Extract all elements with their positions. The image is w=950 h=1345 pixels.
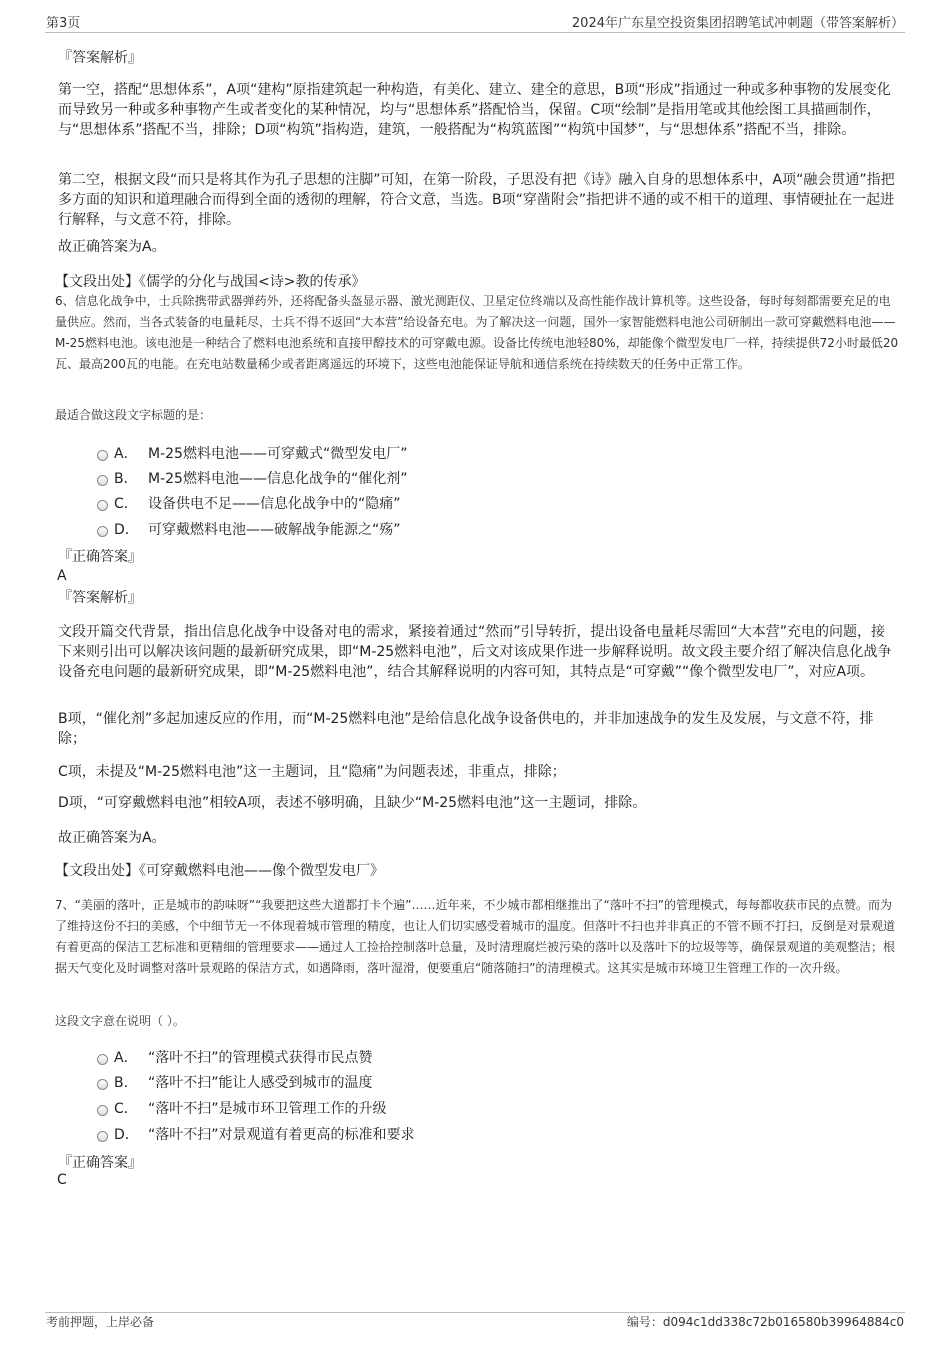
- analysis-paragraph: 文段开篇交代背景，指出信息化战争中设备对电的需求，紧接着通过“然而”引导转折，提出设备电量耗尽需回“大本营”充电的问题，接下来则引出可以解决该问题的最新研究成果，即“M-25燃料电池”，后文对该成果作进一步解释说明。故文段主要介绍了解决信息化战争设备充电问题的最新研究成果，即“M-25燃料电池”，结合其解释说明的内容可知，其特点是“可穿戴”“像个微型发电厂”，对应A项。: [58, 624, 892, 680]
- header-divider: [45, 32, 905, 33]
- conclusion: 故正确答案为A。: [58, 239, 166, 255]
- radio-icon[interactable]: [97, 1131, 108, 1142]
- option-d[interactable]: [97, 519, 401, 539]
- document-title: 2024年广东星空投资集团招聘笔试冲刺题（带答案解析）: [571, 16, 904, 31]
- option-b[interactable]: [97, 1072, 373, 1092]
- source: 【文段出处】《儒学的分化与战国<诗>教的传承》: [55, 274, 366, 290]
- option-b[interactable]: [97, 468, 407, 488]
- question-6-text: 6、信息化战争中，士兵除携带武器弹药外，还将配备头盔显示器、激光测距仪、卫星定位终端以及高性能作战计算机等。这些设备，每时每刻都需要充足的电量供应。然而，当各式装备的电量耗尽，士兵不得不返回“大本营”给设备充电。为了解决这一问题，国外一家智能燃料电池公司研制出一款可穿戴燃料电池——M-25燃料电池。该电池是一种结合了燃料电池系统和直接甲醇技术的可穿戴电源。设备比传统电池轻80%，却能像个微型发电厂一样，持续提供72小时最低20瓦、最高200瓦的电能。在充电站数量稀少或者距离遥远的环境下，这些电池能保证导航和通信系统在持续数天的任务中正常工作。: [55, 294, 899, 371]
- question-6-prompt: 最适合做这段文字标题的是：: [55, 408, 212, 422]
- option-letter: B．: [114, 1075, 138, 1091]
- radio-icon[interactable]: [97, 1054, 108, 1065]
- option-text: 可穿戴燃料电池——破解战争能源之“殇”: [148, 522, 401, 538]
- footer-slogan: 考前押题，上岸必备: [46, 1315, 155, 1329]
- source: 【文段出处】《可穿戴燃料电池——像个微型发电厂》: [55, 863, 384, 879]
- correct-answer: C: [57, 1172, 67, 1188]
- option-text: M-25燃料电池——信息化战争的“催化剂”: [148, 471, 408, 487]
- correct-answer-label: 『正确答案』: [58, 549, 142, 565]
- document-id: 编号：d094c1dd338c72b016580b39964884c0: [626, 1315, 904, 1329]
- radio-icon[interactable]: [97, 500, 108, 511]
- option-a[interactable]: [97, 443, 407, 463]
- radio-icon[interactable]: [97, 450, 108, 461]
- question-7-text: 7、“美丽的落叶，正是城市的韵味呀”“我要把这些大道都打卡个遍”……近年来，不少城市都相继推出了“落叶不扫”的管理模式，每每都收获市民的点赞。而为了维持这份不扫的美感，个中细节无一不体现着城市管理的精度，也让人们切实感受着城市的温度。但落叶不扫也并非真正的不管不顾不打扫，反倒是对景观道有着更高的保洁工艺标准和更精细的管理要求——通过人工捡拾控制落叶总量，及时清理腐烂被污染的落叶以及落叶下的垃圾等等，确保景观道的美观整洁；根据天气变化及时调整对落叶景观路的保洁方式，如遇降雨，落叶湿滑，便要重启“随落随扫”的清理模式。这其实是城市环境卫生管理工作的一次升级。: [55, 898, 896, 975]
- option-c[interactable]: [97, 1098, 387, 1118]
- option-text: “落叶不扫”能让人感受到城市的温度: [148, 1075, 373, 1091]
- option-letter: A．: [114, 1050, 138, 1066]
- analysis-paragraph: B项，“催化剂”多起加速反应的作用，而“M-25燃料电池”是给信息化战争设备供电的，并非加速战争的发生及发展，与文意不符，排除；: [58, 711, 874, 747]
- option-a[interactable]: [97, 1047, 373, 1067]
- radio-icon[interactable]: [97, 475, 108, 486]
- correct-answer: A: [57, 568, 67, 584]
- option-d[interactable]: [97, 1124, 415, 1144]
- analysis-label: 『答案解析』: [58, 50, 142, 66]
- analysis-paragraph: D项，“可穿戴燃料电池”相较A项，表述不够明确，且缺少“M-25燃料电池”这一主题词，排除。: [58, 795, 647, 811]
- radio-icon[interactable]: [97, 1105, 108, 1116]
- radio-icon[interactable]: [97, 526, 108, 537]
- option-text: “落叶不扫”是城市环卫管理工作的升级: [148, 1101, 387, 1117]
- option-text: M-25燃料电池——可穿戴式“微型发电厂”: [148, 446, 408, 462]
- option-text: “落叶不扫”的管理模式获得市民点赞: [148, 1050, 373, 1066]
- radio-icon[interactable]: [97, 1079, 108, 1090]
- question-7-prompt: 这段文字意在说明（ ）。: [55, 1014, 185, 1028]
- option-letter: C．: [114, 1101, 138, 1117]
- option-letter: C．: [114, 496, 138, 512]
- analysis-label: 『答案解析』: [58, 590, 142, 606]
- option-letter: B．: [114, 471, 138, 487]
- option-c[interactable]: [97, 493, 401, 513]
- analysis-paragraph: C项，未提及“M-25燃料电池”这一主题词，且“隐痛”为问题表述，非重点，排除；: [58, 764, 566, 780]
- page-number: 第3页: [46, 16, 81, 31]
- conclusion: 故正确答案为A。: [58, 830, 166, 846]
- option-text: 设备供电不足——信息化战争中的“隐痛”: [148, 496, 401, 512]
- option-letter: A．: [114, 446, 138, 462]
- analysis-paragraph: 第一空，搭配“思想体系”，A项“建构”原指建筑起一种构造，有美化、建立、建全的意思，B项“形成”指通过一种或多种事物的发展变化而导致另一种或多种事物产生或者变化的某种情况，均与“思想体系”搭配恰当，保留。C项“绘制”是指用笔或其他绘图工具描画制作，与“思想体系”搭配不当，排除；D项“构筑”指构造，建筑，一般搭配为“构筑蓝图”“构筑中国梦”，与“思想体系”搭配不当，排除。: [58, 82, 891, 138]
- option-letter: D．: [114, 522, 139, 538]
- option-text: “落叶不扫”对景观道有着更高的标准和要求: [148, 1127, 415, 1143]
- option-letter: D．: [114, 1127, 139, 1143]
- correct-answer-label: 『正确答案』: [58, 1155, 142, 1171]
- analysis-paragraph: 第二空，根据文段“而只是将其作为孔子思想的注脚”可知，在第一阶段，子思没有把《诗》融入自身的思想体系中，A项“融会贯通”指把多方面的知识和道理融合而得到全面的透彻的理解，符合文意，当选。B项“穿凿附会”指把讲不通的或不相干的道理、事情硬扯在一起进行解释，与文意不符，排除。: [58, 172, 895, 228]
